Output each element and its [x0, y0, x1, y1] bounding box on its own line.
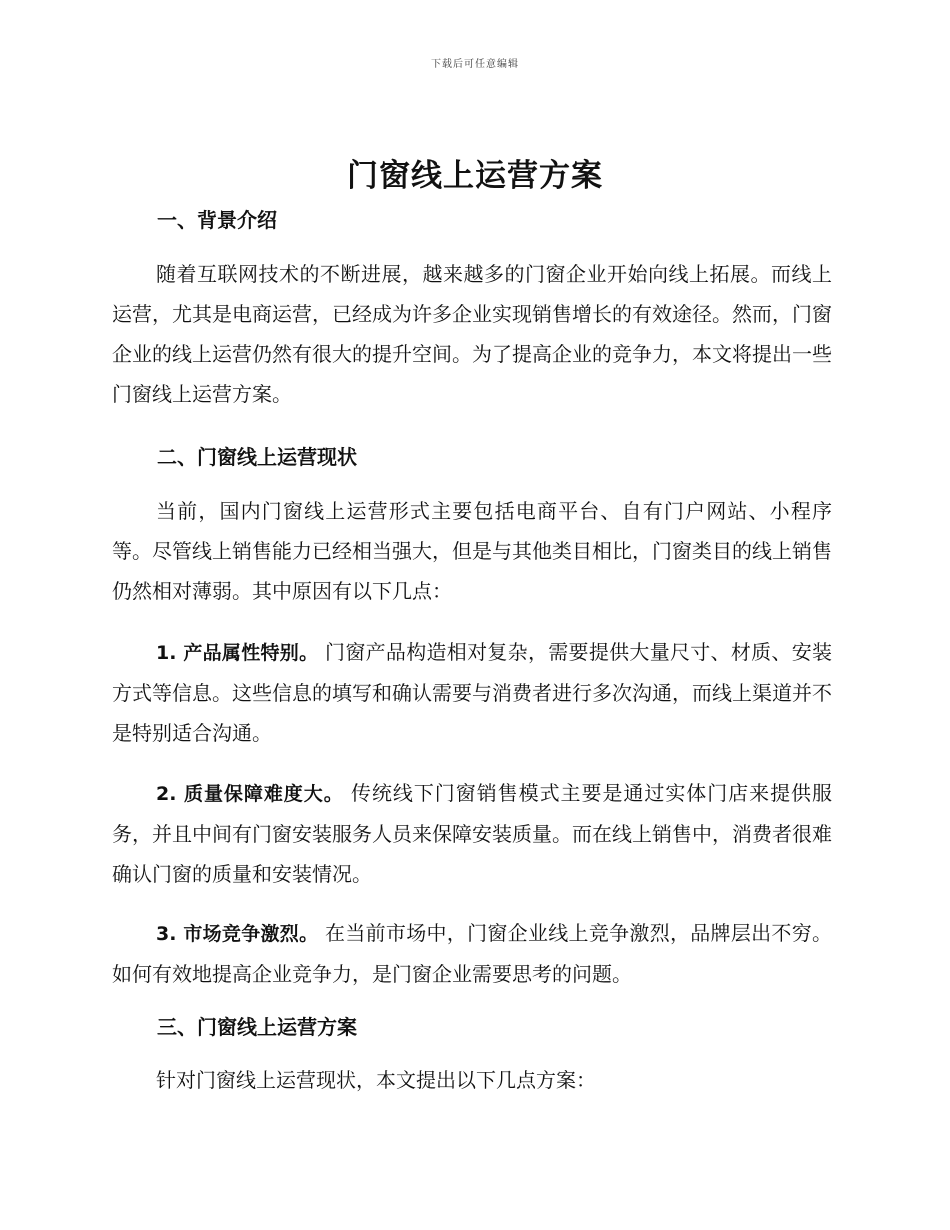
- point-3-lead: 3. 市场竞争激烈。: [156, 923, 319, 945]
- point-3-block: [112, 913, 832, 994]
- background-paragraph-block: [112, 254, 832, 414]
- point-2: [112, 773, 832, 894]
- point-1: [112, 632, 832, 753]
- header-note: 下载后可任意编辑: [431, 59, 519, 70]
- point-3: [112, 913, 832, 994]
- plan-paragraph: 针对门窗线上运营现状，本文提出以下几点方案：: [156, 1068, 596, 1092]
- status-paragraph: 当前，国内门窗线上运营形式主要包括电商平台、自有门户网站、小程序等。尽管线上销售能力已经相当强大，但是与其他类目相比，门窗类目的线上销售仍然相对薄弱。其中原因有以下几点：: [112, 499, 832, 603]
- plan-paragraph-block: [112, 1060, 832, 1100]
- point-2-lead: 2. 质量保障难度大。: [156, 783, 344, 805]
- section-heading-background: 一、背景介绍: [157, 208, 277, 232]
- point-1-text: 门窗产品构造相对复杂，需要提供大量尺寸、材质、安装方式等信息。这些信息的填写和确认需要与消费者进行多次沟通，而线上渠道并不是特别适合沟通。: [112, 640, 833, 745]
- point-1-block: [112, 632, 832, 753]
- point-1-lead: 1. 产品属性特别。: [156, 642, 319, 664]
- document-title: 门窗线上运营方案: [347, 158, 603, 194]
- point-2-block: [112, 773, 832, 894]
- point-3-text: 在当前市场中，门窗企业线上竞争激烈，品牌层出不穷。如何有效地提高企业竞争力，是门窗企业需要思考的问题。: [112, 921, 833, 986]
- status-paragraph-block: [112, 491, 832, 611]
- point-2-text: 传统线下门窗销售模式主要是通过实体门店来提供服务，并且中间有门窗安装服务人员来保障安装质量。而在线上销售中，消费者很难确认门窗的质量和安装情况。: [112, 781, 833, 886]
- section-heading-status: 二、门窗线上运营现状: [157, 445, 357, 469]
- background-paragraph: 随着互联网技术的不断进展，越来越多的门窗企业开始向线上拓展。而线上运营，尤其是电商运营，已经成为许多企业实现销售增长的有效途径。然而，门窗企业的线上运营仍然有很大的提升空间。为了提高企业的竞争力，本文将提出一些门窗线上运营方案。: [112, 262, 832, 406]
- section-heading-plan: 三、门窗线上运营方案: [157, 1015, 357, 1039]
